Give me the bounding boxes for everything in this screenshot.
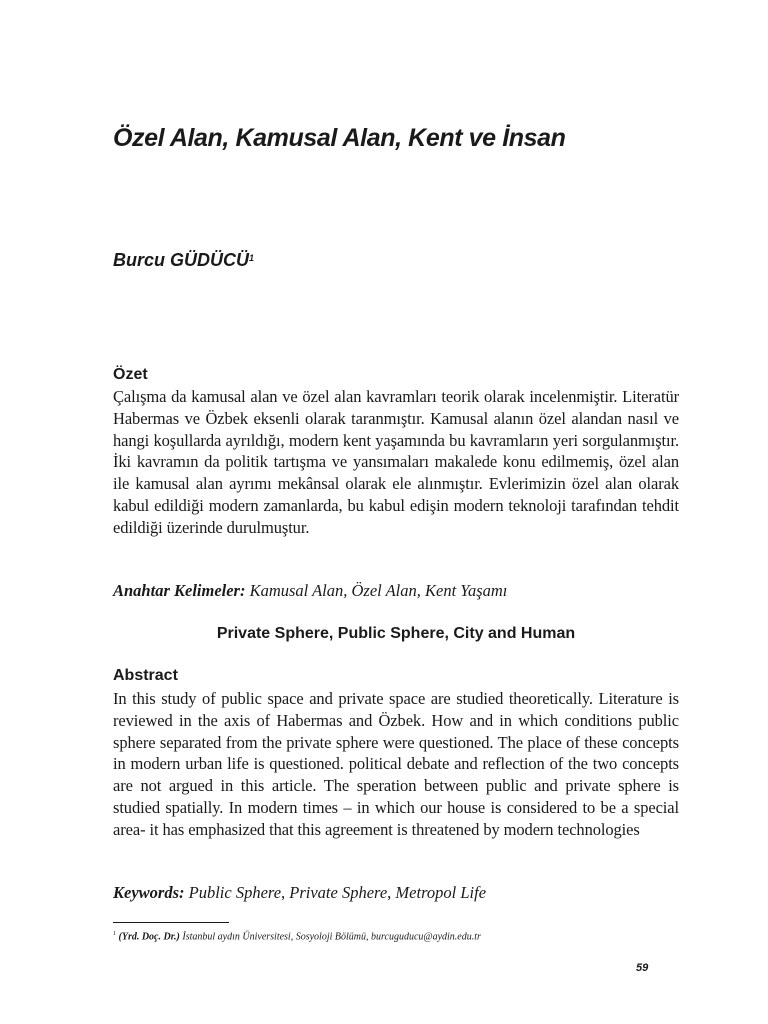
footnote-text: İstanbul aydın Üniversitesi, Sosyoloji Bölümü, burcuguducu@aydin.edu.tr [182,931,481,943]
page-number: 59 [636,962,649,974]
anahtar-kelimeler-label: Anahtar Kelimeler: [113,581,246,600]
footnote-divider [113,922,229,923]
keywords [113,882,683,904]
footnote-role: (Yrd. Doç. Dr.) [118,931,180,943]
footnote-mark: 1 [113,931,116,937]
keywords-list: Public Sphere, Private Sphere, Metropol Life [188,883,487,902]
ozet-body: Çalışma da kamusal alan ve özel alan kavramları teorik olarak incelenmiştir. Literatür Habermas ve Özbek eksenli olarak taranmıştır. Kamusal alanın özel alandan nasıl ve hangi koşullarda ayrıldığı, modern kent yaşamında bu kavramların yeri sorgulanmıştır. İki kavramın da politik tartışma ve yansımaları makalede konu edilmemiş, özel alan ile kamusal alan ayrımı mekânsal olarak ele alınmıştır. Evlerimizin özel alan olarak kabul edildiği modern zamanlarda, bu kabul edişin modern teknoloji tarafından tehdit edildiği üzerinde durulmuştur. [113,387,679,537]
author-footnote-mark: 1 [249,253,255,263]
abstract-heading: Abstract [113,667,178,684]
anahtar-kelimeler [113,580,683,602]
author-name-text: Burcu GÜDÜCÜ [113,250,250,270]
abstract-body: In this study of public space and private space are studied theoretically. Literature is reviewed in the axis of Habermas and Özbek. How and in which conditions public sphere separated from the private sphere were questioned. The place of these concepts in modern urban life is questioned. political debate and reflection of the two concepts are not argued in this article. The speration between public and private sphere is studied spatially. In modern times – in which our house is considered to be a special area- it has emphasized that this agreement is threatened by modern technologies [113,689,679,839]
footnote [113,927,693,944]
english-title: Private Sphere, Public Sphere, City and Human [216,625,576,642]
author-name [113,248,254,272]
ozet-heading: Özet [113,366,148,383]
anahtar-kelimeler-list: Kamusal Alan, Özel Alan, Kent Yaşamı [249,581,508,600]
article-title: Özel Alan, Kamusal Alan, Kent ve İnsan [113,124,566,152]
keywords-label: Keywords: [113,883,185,902]
